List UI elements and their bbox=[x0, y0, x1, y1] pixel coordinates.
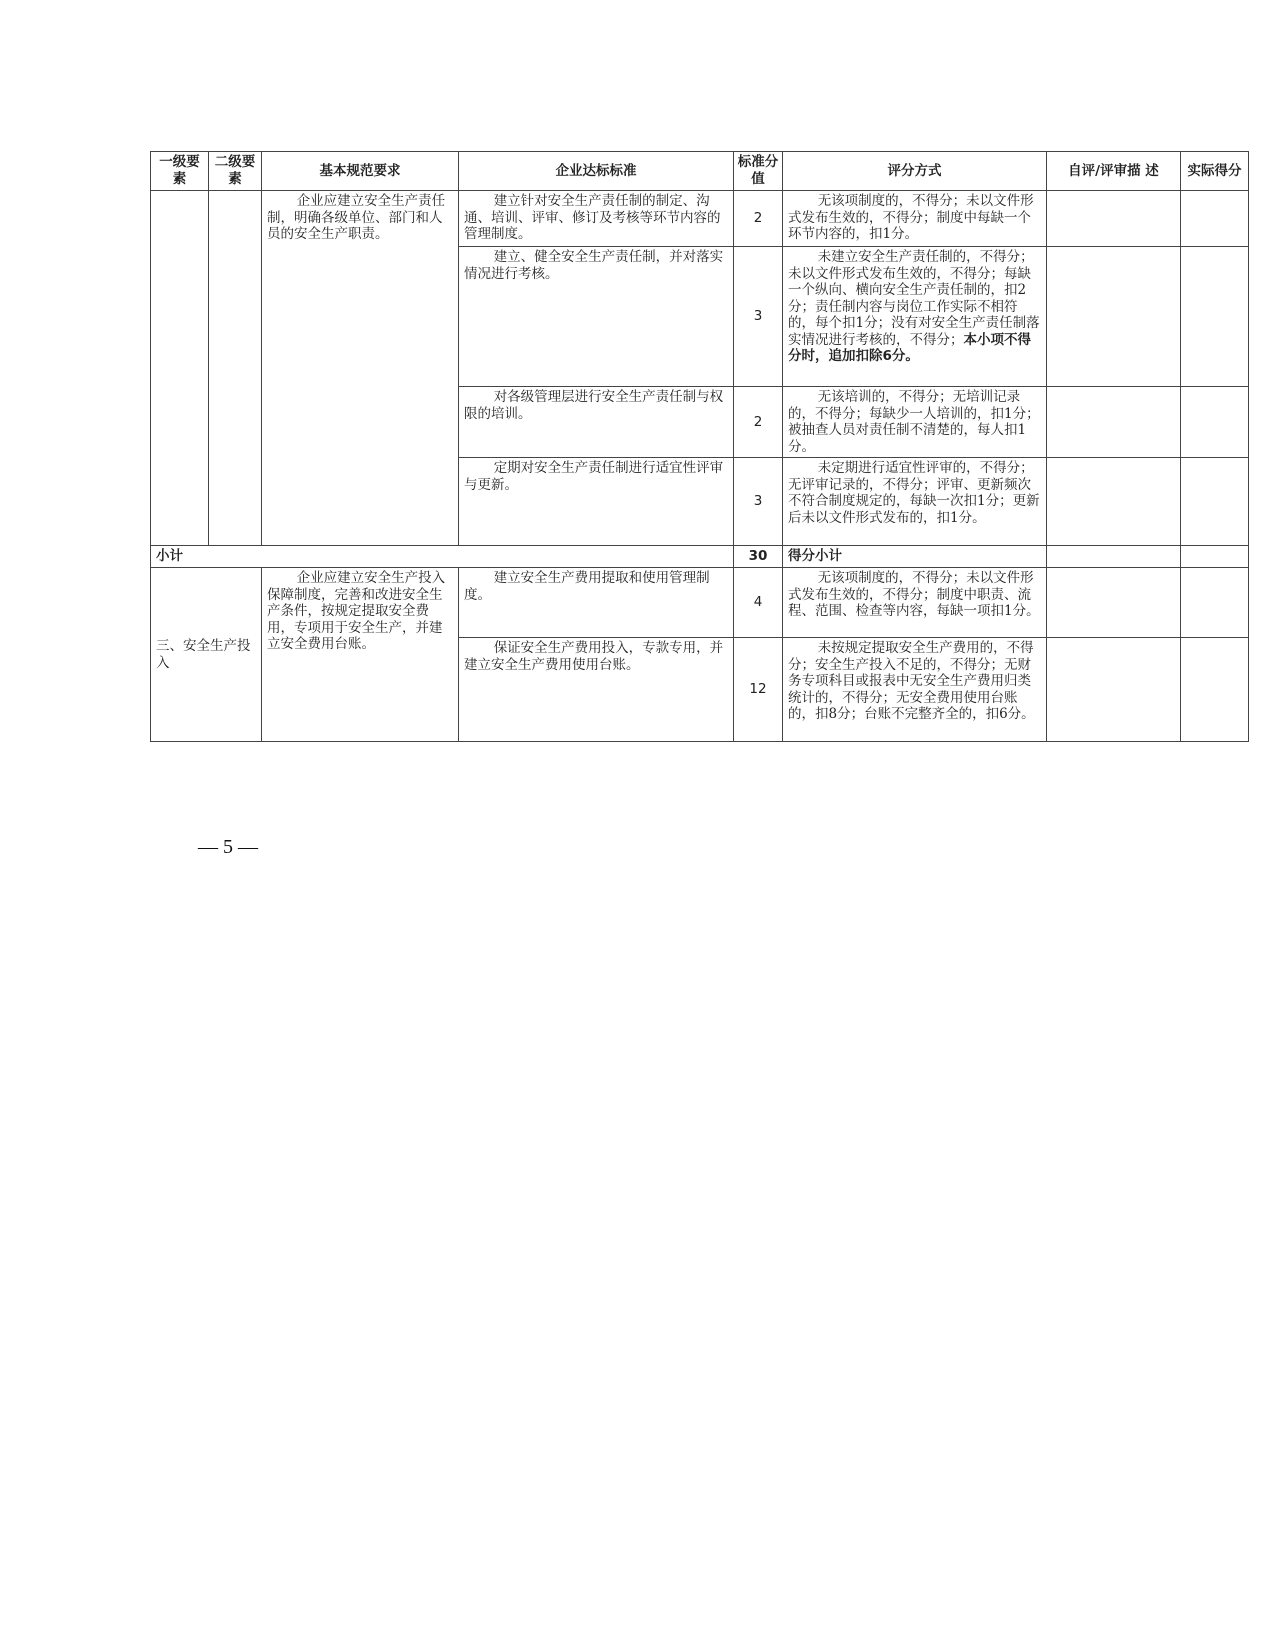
method-cell: 无该项制度的，不得分；未以文件形式发布生效的，不得分；制度中每缺一个环节内容的，扣1分。 bbox=[783, 191, 1047, 247]
self-eval-cell bbox=[1047, 546, 1181, 568]
score-cell: 2 bbox=[734, 191, 783, 247]
actual-score-cell bbox=[1181, 387, 1249, 458]
score-cell: 12 bbox=[734, 638, 783, 742]
level1-cell bbox=[151, 191, 209, 546]
score-cell: 3 bbox=[734, 247, 783, 387]
actual-score-cell bbox=[1181, 638, 1249, 742]
self-eval-cell bbox=[1047, 568, 1181, 638]
header-method: 评分方式 bbox=[783, 152, 1047, 191]
score-cell: 3 bbox=[734, 458, 783, 546]
header-self-eval: 自评/评审描 述 bbox=[1047, 152, 1181, 191]
standard-cell: 建立针对安全生产责任制的制定、沟通、培训、评审、修订及考核等环节内容的管理制度。 bbox=[459, 191, 734, 247]
self-eval-cell bbox=[1047, 458, 1181, 546]
self-eval-cell bbox=[1047, 387, 1181, 458]
table-row bbox=[151, 191, 1249, 247]
subtotal-score: 30 bbox=[734, 546, 783, 568]
level1-cell: 三、安全生产投入 bbox=[151, 568, 262, 742]
method-cell: 未定期进行适宜性评审的，不得分；无评审记录的，不得分；评审、更新频次不符合制度规定的，每缺一次扣1分；更新后未以文件形式发布的，扣1分。 bbox=[783, 458, 1047, 546]
basic-req-cell: 企业应建立安全生产责任制，明确各级单位、部门和人员的安全生产职责。 bbox=[262, 191, 459, 546]
method-cell: 无该项制度的，不得分；未以文件形式发布生效的，不得分；制度中职责、流程、范围、检查等内容，每缺一项扣1分。 bbox=[783, 568, 1047, 638]
score-cell: 2 bbox=[734, 387, 783, 458]
standard-cell: 保证安全生产费用投入，专款专用，并建立安全生产费用使用台账。 bbox=[459, 638, 734, 742]
scoring-table bbox=[150, 151, 1249, 742]
page-number: — 5 — bbox=[198, 836, 258, 858]
level2-cell bbox=[209, 191, 262, 546]
header-row bbox=[151, 152, 1249, 191]
method-cell: 无该培训的，不得分；无培训记录的，不得分；每缺少一人培训的，扣1分；被抽查人员对责任制不清楚的，每人扣1分。 bbox=[783, 387, 1047, 458]
basic-req-cell: 企业应建立安全生产投入保障制度，完善和改进安全生产条件，按规定提取安全费用，专项用于安全生产，并建立安全费用台账。 bbox=[262, 568, 459, 742]
actual-score-cell bbox=[1181, 247, 1249, 387]
method-text: 未建立安全生产责任制的，不得分；未以文件形式发布生效的，不得分；每缺一个纵向、横向安全生产责任制的，扣2分；责任制内容与岗位工作实际不相符的，每个扣1分；没有对安全生产责任制落实情况进行考核的，不得分； bbox=[788, 249, 1040, 348]
standard-cell: 定期对安全生产责任制进行适宜性评审与更新。 bbox=[459, 458, 734, 546]
method-cell: 未按规定提取安全生产费用的，不得分；安全生产投入不足的，不得分；无财务专项科目或报表中无安全生产费用归类统计的，不得分；无安全费用使用台账的，扣8分；台账不完整齐全的，扣6分。 bbox=[783, 638, 1047, 742]
actual-score-cell bbox=[1181, 546, 1249, 568]
subtotal-method: 得分小计 bbox=[783, 546, 1047, 568]
subtotal-row bbox=[151, 546, 1249, 568]
header-level2: 二级要素 bbox=[209, 152, 262, 191]
header-std-score: 标准分值 bbox=[734, 152, 783, 191]
standard-cell: 对各级管理层进行安全生产责任制与权限的培训。 bbox=[459, 387, 734, 458]
standard-cell: 建立安全生产费用提取和使用管理制度。 bbox=[459, 568, 734, 638]
table-row bbox=[151, 568, 1249, 638]
actual-score-cell bbox=[1181, 191, 1249, 247]
actual-score-cell bbox=[1181, 458, 1249, 546]
actual-score-cell bbox=[1181, 568, 1249, 638]
self-eval-cell bbox=[1047, 191, 1181, 247]
self-eval-cell bbox=[1047, 247, 1181, 387]
header-standard: 企业达标标准 bbox=[459, 152, 734, 191]
header-actual: 实际得分 bbox=[1181, 152, 1249, 191]
header-basic-req: 基本规范要求 bbox=[262, 152, 459, 191]
self-eval-cell bbox=[1047, 638, 1181, 742]
score-cell: 4 bbox=[734, 568, 783, 638]
standard-cell: 建立、健全安全生产责任制，并对落实情况进行考核。 bbox=[459, 247, 734, 387]
header-level1: 一级要素 bbox=[151, 152, 209, 191]
subtotal-label: 小计 bbox=[151, 546, 734, 568]
method-bold-text: 本小项不得分时，追加扣除6分。 bbox=[788, 331, 1031, 364]
method-cell bbox=[783, 247, 1047, 387]
